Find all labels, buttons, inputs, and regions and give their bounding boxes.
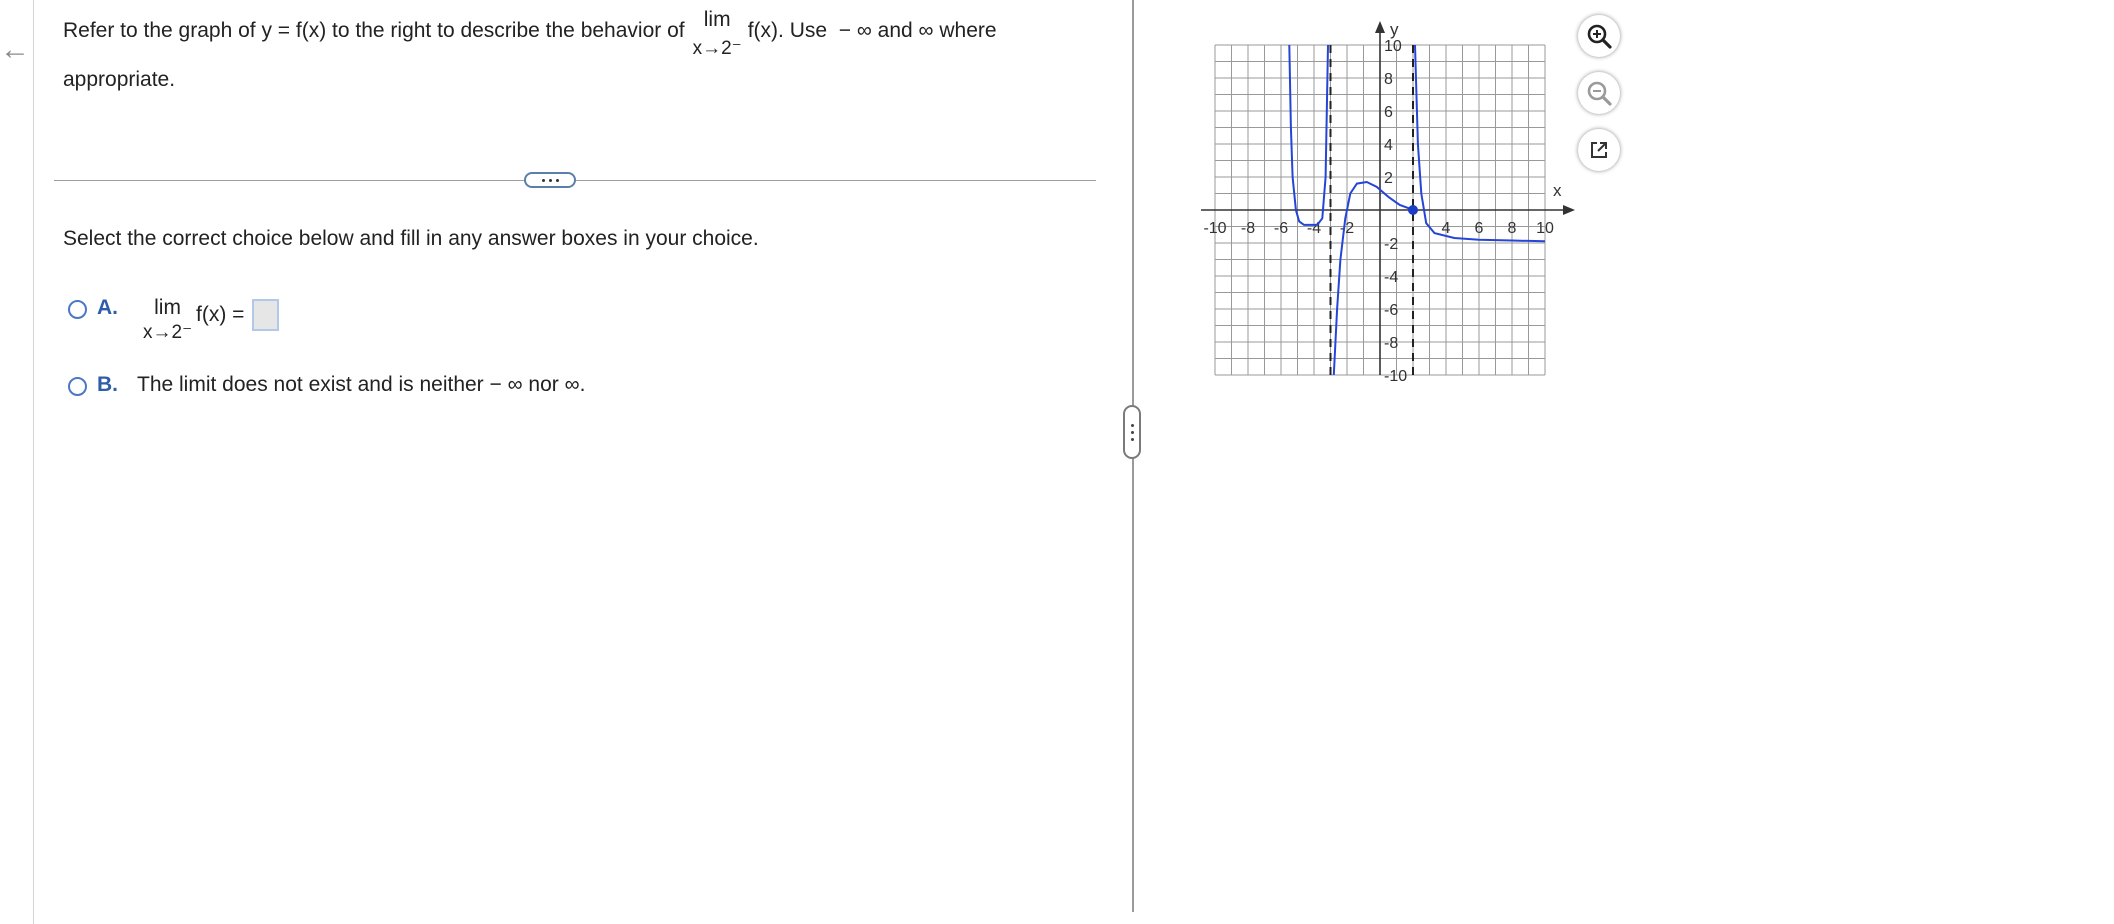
popout-icon — [1587, 138, 1611, 162]
choice-a[interactable] — [68, 296, 118, 320]
expand-more-button[interactable] — [524, 172, 576, 188]
curve-left-branch — [1289, 45, 1328, 225]
y-axis-label: y — [1390, 20, 1399, 39]
curve-right-branch — [1415, 45, 1545, 241]
question-lim-word: lim — [703, 8, 731, 31]
marked-point — [1408, 205, 1418, 215]
popout-button[interactable] — [1578, 129, 1620, 171]
x-tick-label: -6 — [1273, 220, 1289, 237]
y-tick-label: 4 — [1384, 137, 1393, 154]
choice-a-answer-input[interactable] — [252, 299, 279, 331]
question-part3: where — [939, 19, 997, 42]
y-tick-label: 8 — [1384, 71, 1393, 88]
y-tick-label: -4 — [1384, 269, 1399, 286]
question-and: and — [877, 19, 913, 42]
x-tick-label: 10 — [1536, 220, 1554, 237]
choice-b-text: The limit does not exist and is neither − ∞ nor ∞. — [137, 373, 586, 396]
x-tick-label: -2 — [1339, 220, 1355, 237]
curve-middle-branch — [1334, 182, 1413, 375]
function-graph — [1195, 10, 1595, 390]
zoom-in-icon — [1585, 22, 1613, 50]
zoom-in-button[interactable] — [1578, 15, 1620, 57]
back-arrow-icon[interactable]: ← — [0, 33, 30, 66]
choice-b[interactable] — [68, 373, 585, 397]
y-tick-label: -10 — [1384, 368, 1408, 385]
x-tick-label: -10 — [1203, 220, 1227, 237]
choice-a-limit — [143, 296, 192, 344]
zoom-out-icon — [1585, 79, 1613, 107]
choice-a-lim-word: lim — [154, 296, 181, 319]
choice-a-lim-sub: x→2⁻ — [143, 322, 193, 343]
x-tick-label: 8 — [1507, 220, 1517, 237]
choice-a-letter: A. — [97, 296, 118, 319]
question-text — [63, 8, 997, 60]
y-tick-label: -6 — [1384, 302, 1399, 319]
choice-b-letter: B. — [97, 373, 118, 396]
y-tick-label: 2 — [1384, 170, 1393, 187]
question-pos-inf: ∞ — [918, 19, 934, 42]
graph-tick-labels — [1203, 38, 1554, 385]
question-line2: appropriate. — [63, 68, 176, 91]
y-tick-label: 10 — [1384, 38, 1402, 55]
y-axis-arrow — [1375, 21, 1385, 33]
y-tick-label: 6 — [1384, 104, 1393, 121]
x-axis-arrow — [1563, 205, 1575, 215]
x-tick-label: 4 — [1441, 220, 1451, 237]
question-lim-sub: x→2⁻ — [692, 38, 742, 59]
instruction-text: Select the correct choice below and fill in any answer boxes in your choice. — [63, 227, 759, 250]
x-tick-label: -8 — [1240, 220, 1256, 237]
question-neg-inf: − ∞ — [838, 19, 872, 42]
zoom-out-button[interactable] — [1578, 72, 1620, 114]
pane-resize-handle[interactable] — [1123, 405, 1141, 459]
question-limit — [692, 8, 742, 60]
x-tick-label: 6 — [1474, 220, 1484, 237]
y-tick-label: -2 — [1384, 236, 1399, 253]
question-part2: f(x). Use — [747, 19, 828, 42]
choice-b-radio[interactable] — [68, 377, 87, 396]
x-axis-label: x — [1553, 181, 1562, 200]
choice-a-expression: f(x) = — [196, 303, 245, 326]
y-tick-label: -8 — [1384, 335, 1399, 352]
left-border — [33, 0, 34, 924]
choice-a-radio[interactable] — [68, 300, 87, 319]
x-tick-label: -4 — [1306, 220, 1322, 237]
question-part1: Refer to the graph of y = f(x) to the right to describe the behavior of — [63, 19, 685, 42]
